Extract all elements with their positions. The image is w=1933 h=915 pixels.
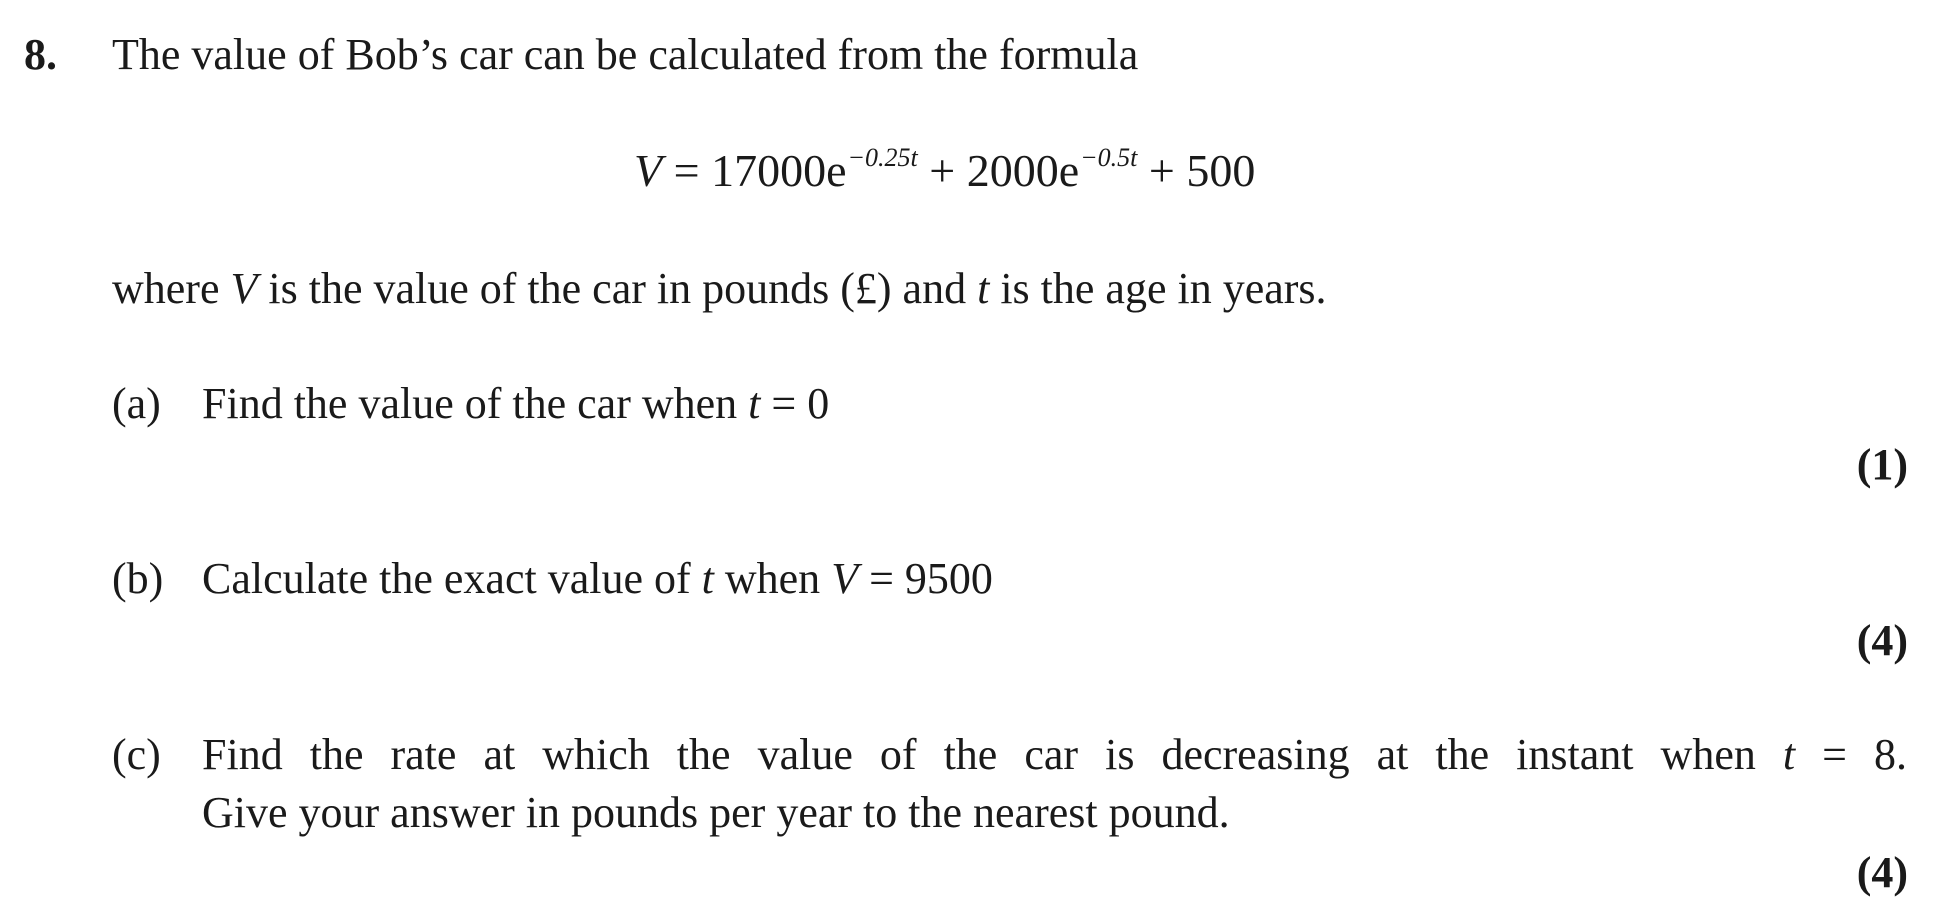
part-a-condition: = 0 (760, 379, 830, 428)
formula-lhs-v: V (634, 145, 663, 196)
part-c-label: (c) (112, 730, 161, 779)
part-b-label: (b) (112, 554, 164, 603)
part-c-line-1 (112, 728, 1907, 782)
part-c-var-t: t (1782, 730, 1796, 779)
part-a-var-t: t (748, 379, 761, 428)
formula-term-2: 2000e (966, 145, 1080, 196)
where-var-v: V (230, 264, 258, 313)
formula-term-1: 17000e (711, 145, 847, 196)
part-b-marks: (4) (1856, 616, 1908, 665)
part-a-marks: (1) (1856, 440, 1908, 489)
part-b-condition: = 9500 (858, 554, 993, 603)
part-a-text: Find the value of the car when (202, 379, 749, 428)
question-intro: The value of Bob’s car can be calculated from the formula (112, 30, 1139, 79)
where-var-t: t (977, 264, 990, 313)
where-mid: is the value of the car in pounds (£) and (257, 264, 978, 313)
part-b (112, 552, 993, 606)
where-pre: where (112, 264, 231, 313)
where-post: is the age in years. (989, 264, 1327, 313)
part-a (112, 377, 829, 431)
part-b-var-v: V (831, 554, 859, 603)
part-c-text: Find the rate at which the value of the car is decreasing at the instant when (202, 730, 1783, 779)
part-b-text-mid: when (713, 554, 832, 603)
part-c-line-2: Give your answer in pounds per year to the nearest pound. (202, 788, 1230, 837)
formula-plus-2: + (1137, 145, 1187, 196)
value-formula (634, 144, 1255, 205)
formula-term-3: 500 (1186, 145, 1256, 196)
formula-exponent-1: −0.25t (847, 143, 918, 172)
question-number: 8. (24, 30, 57, 79)
part-c-marks: (4) (1856, 848, 1908, 897)
formula-equals: = (662, 145, 700, 196)
formula-plus-1: + (917, 145, 967, 196)
part-b-text-pre: Calculate the exact value of (202, 554, 702, 603)
part-c-condition: = 8. (1795, 730, 1907, 779)
formula-exponent-2: −0.5t (1080, 143, 1138, 172)
variable-definitions (112, 262, 1327, 316)
part-a-label: (a) (112, 379, 161, 428)
part-b-var-t: t (701, 554, 714, 603)
